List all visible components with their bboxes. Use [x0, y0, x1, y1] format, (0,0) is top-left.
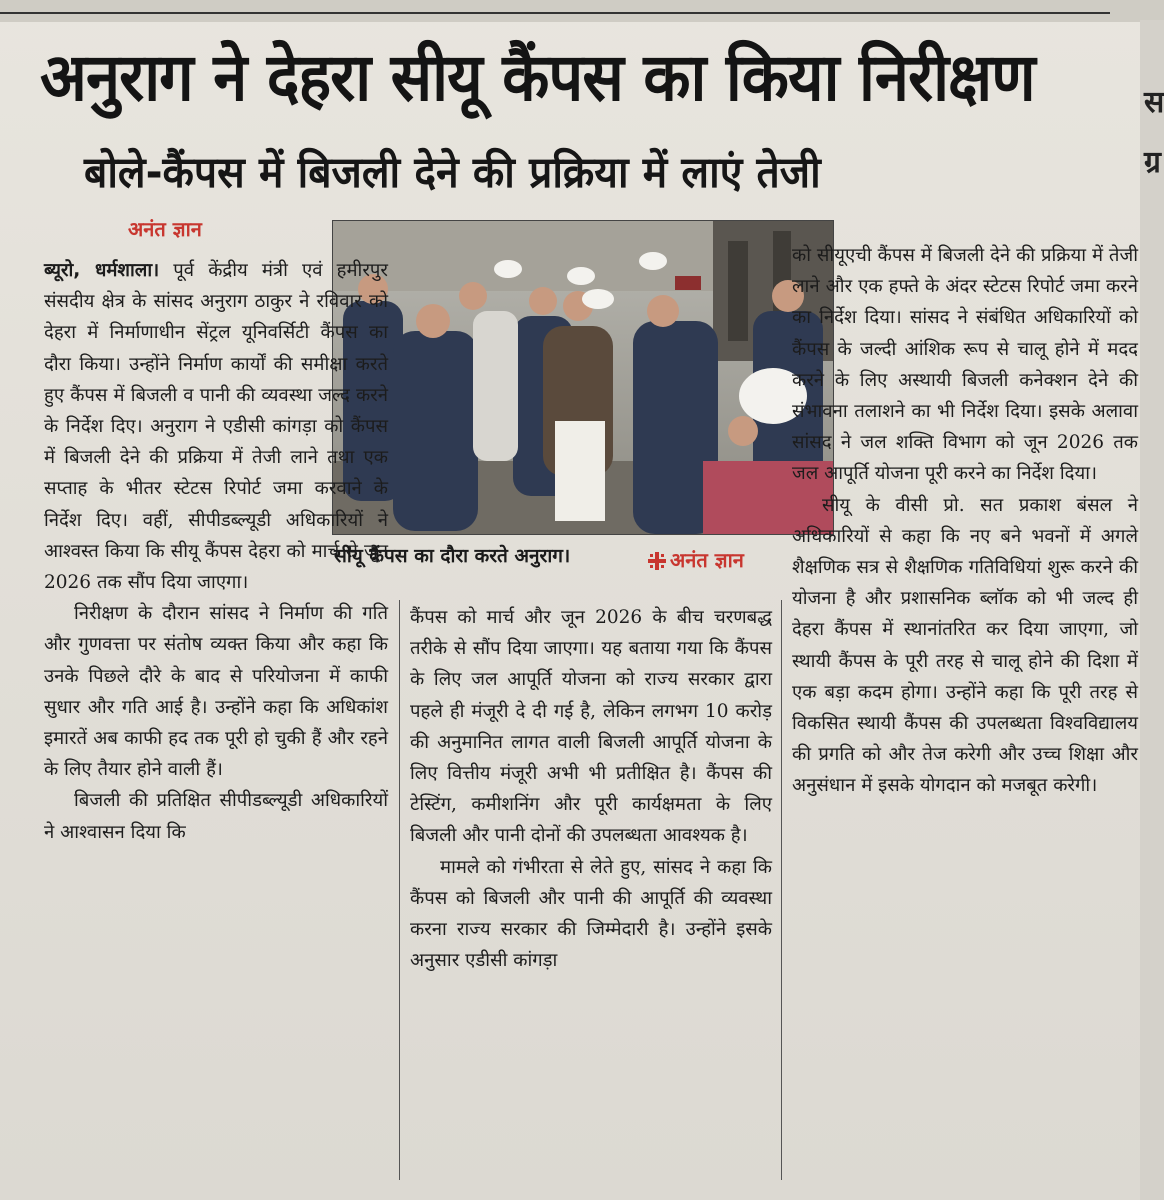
article-column-2 [410, 602, 772, 976]
top-rule [0, 12, 1110, 14]
top-strip [0, 0, 1164, 22]
article-column-1 [44, 255, 388, 848]
dateline: ब्यूरो, धर्मशाला। [44, 260, 160, 281]
col3-paragraph-2: सीयू के वीसी प्रो. सत प्रकाश बंसल ने अधिकारियों से कहा कि नए बने भवनों में अगले शैक्षणिक सत्र से शैक्षणिक गतिविधियां शुरू करने की योजना है और प्रशासनिक ब्लॉक को भी जल्द ही देहरा कैंपस में स्थानांतरित कर दिया जाएगा, जो स्थायी कैंपस के पूरी तरह से चालू होने की दिशा में एक बड़ा कदम होगा। उन्होंने कहा कि पूरी तरह से विकसित स्थायी कैंपस की उपलब्धता विश्वविद्यालय की प्रगति को और तेज करेगी और उच्च शिक्षा और अनुसंधान में इसके योगदान को मजबूत करेगी। [792, 494, 1138, 797]
edge-glyph: स [1144, 85, 1164, 120]
photo-illustration [333, 221, 833, 534]
edge-glyph: ग्र [1144, 145, 1161, 180]
photo-credit-text: अनंत ज्ञान [670, 548, 744, 572]
col2-paragraph-1: कैंपस को मार्च और जून 2026 के बीच चरणबद्ध तरीके से सौंप दिया जाएगा। यह बताया गया कि कैंपस के लिए जल आपूर्ति योजना को राज्य सरकार द्वारा पहले ही मंजूरी दे दी गई है, लेकिन लगभग 10 करोड़ की अनुमानित लागत वाली बिजली आपूर्ति योजना के लिए वित्तीय मंजूरी अभी भी प्रतीक्षित है। कैंपस की टेस्टिंग, कमीशनिंग और पूरी कार्यक्षमता के लिए बिजली और पानी दोनों की उपलब्धता आवश्यक है। [410, 607, 772, 847]
news-photo [332, 220, 834, 535]
col1-paragraph-1: पूर्व केंद्रीय मंत्री एवं हमीरपुर संसदीय क्षेत्र के सांसद अनुराग ठाकुर ने रविवार को देहरा में निर्माणाधीन सेंट्रल यूनिवर्सिटी कैंपस का दौरा किया। उन्होंने निर्माण कार्यों की समीक्षा करते हुए कैंपस में बिजली व पानी की व्यवस्था जल्द करने के निर्देश दिए। अनुराग ने एडीसी कांगड़ा को कैंपस में बिजली देने की प्रक्रिया में तेजी लाने तथा एक सप्ताह के भीतर स्टेटस रिपोर्ट जमा करवाने के निर्देश दिए। वहीं, सीपीडब्ल्यूडी अधिकारियों ने आश्वस्त किया कि सीयू कैंपस देहरा को मार्च से जून 2026 तक सौंप दिया जाएगा। [44, 260, 388, 594]
headline: अनुराग ने देहरा सीयू कैंपस का किया निरीक्षण [40, 39, 1035, 116]
logo-mark-icon [648, 552, 666, 570]
subheadline: बोले-कैंपस में बिजली देने की प्रक्रिया में लाएं तेजी [84, 148, 821, 198]
col1-paragraph-3: बिजली की प्रतिक्षित सीपीडब्ल्यूडी अधिकारियों ने आश्वासन दिया कि [44, 790, 388, 843]
byline: अनंत ज्ञान [128, 217, 202, 241]
column-rule [399, 600, 400, 1180]
col2-paragraph-2: मामले को गंभीरता से लेते हुए, सांसद ने कहा कि कैंपस को बिजली और पानी की आपूर्ति की व्यवस्था करना राज्य सरकार की जिम्मेदारी है। उन्होंने इसके अनुसार एडीसी कांगड़ा [410, 856, 772, 972]
article-column-3 [792, 240, 1138, 802]
photo-caption-area [330, 538, 804, 578]
adjacent-page-edge [1140, 20, 1164, 1200]
col3-paragraph-1: को सीयूएची कैंपस में बिजली देने की प्रक्रिया में तेजी लाने और एक हफ्ते के अंदर स्टेटस रिपोर्ट जमा करने का निर्देश दिया। सांसद ने संबंधित अधिकारियों को कैंपस के जल्दी आंशिक रूप से चालू होने में मदद करने के लिए अस्थायी बिजली कनेक्शन देने की संभावना तलाशने का भी निर्देश दिया। इसके अलावा सांसद ने जल शक्ति विभाग को जून 2026 तक जल आपूर्ति योजना पूरी करने का निर्देश दिया। [792, 245, 1138, 485]
col1-paragraph-2: निरीक्षण के दौरान सांसद ने निर्माण की गति और गुणवत्ता पर संतोष व्यक्त किया और कहा कि उनके पिछले दौरे के बाद से परियोजना में काफी सुधार और गति आई है। उन्होंने कहा कि अधिकांश इमारतें अब काफी हद तक पूरी हो चुकी हैं और रहने के लिए तैयार होने वाली हैं। [44, 603, 388, 781]
photo-caption: सीयू कैंपस का दौरा करते अनुराग। [334, 545, 571, 567]
column-rule [781, 600, 782, 1180]
photo-credit [648, 546, 744, 573]
